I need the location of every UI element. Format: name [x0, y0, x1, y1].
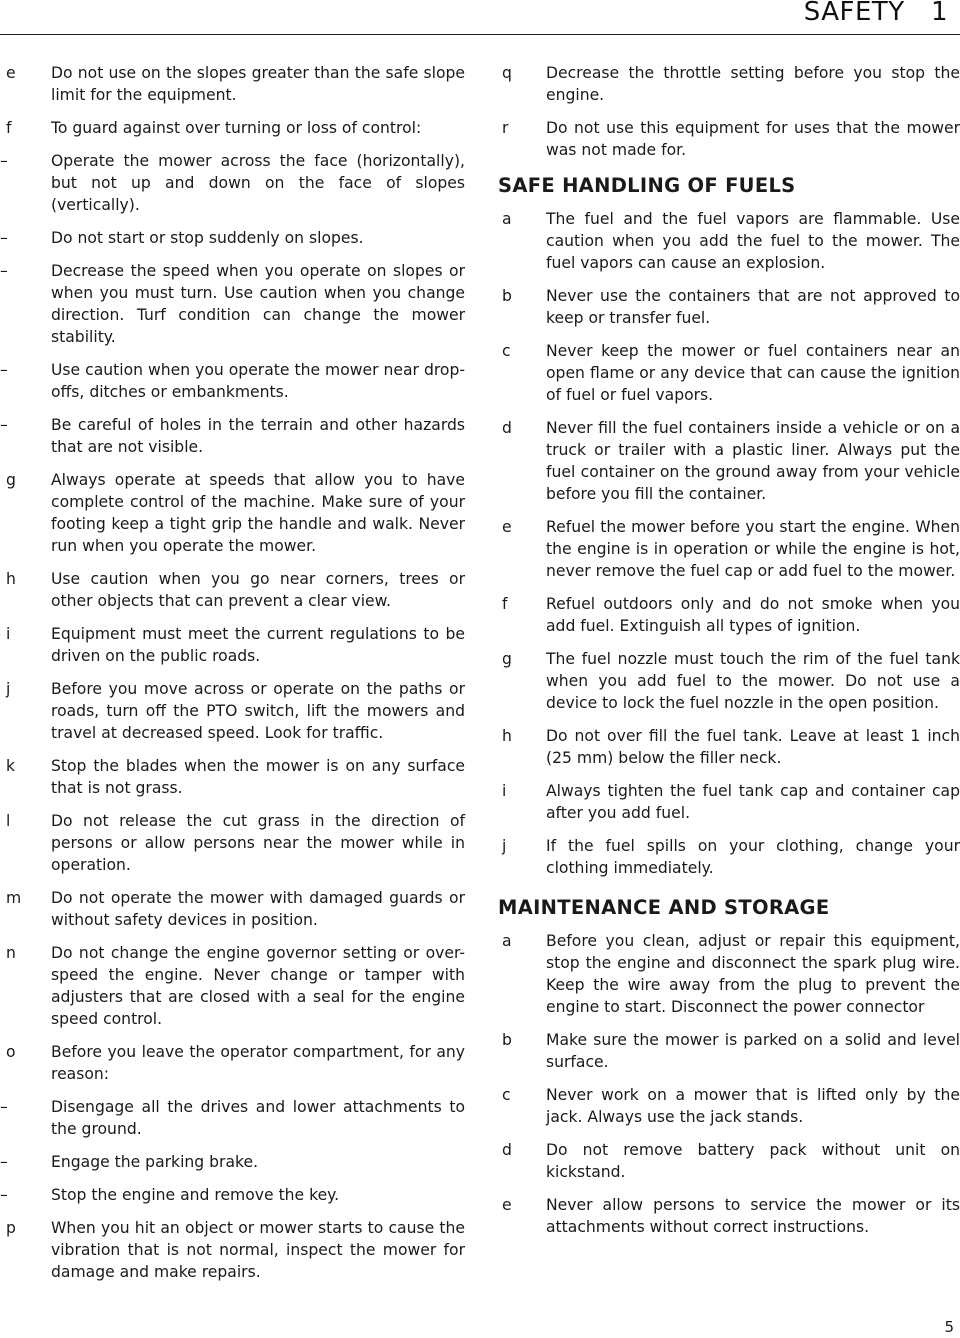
item-text: Stop the blades when the mower is on any surface that is not grass. [51, 757, 465, 797]
item-text: Never allow persons to service the mower or its attachments without correct instructions. [546, 1196, 960, 1236]
list-item [498, 340, 960, 406]
item-text: Use caution when you go near corners, trees or other objects that can prevent a clear view. [51, 570, 465, 610]
list-item [0, 1217, 465, 1283]
item-text: Decrease the speed when you operate on slopes or when you must turn. Use caution when you change direction. Turf condition can change the mower stability. [51, 262, 465, 346]
list-item [498, 1139, 960, 1183]
list-item [498, 516, 960, 582]
list-item [498, 725, 960, 769]
list-item [498, 62, 960, 106]
item-marker: r [502, 119, 509, 137]
item-text: Do not operate the mower with damaged guards or without safety devices in position. [51, 889, 465, 929]
item-text: Engage the parking brake. [51, 1153, 259, 1171]
section-title: SAFETY 1 [803, 0, 948, 27]
list-item [498, 208, 960, 274]
fuels-heading: SAFE HANDLING OF FUELS [498, 174, 796, 197]
page-header [0, 0, 960, 36]
item-text: Do not start or stop suddenly on slopes. [51, 229, 364, 247]
header-rule [0, 34, 960, 35]
right-column [498, 62, 960, 1249]
item-marker: – [0, 416, 8, 434]
item-text: Decrease the throttle setting before you stop the engine. [546, 64, 960, 104]
maintenance-list [498, 930, 960, 1249]
left-column [0, 62, 465, 1294]
item-marker: d [502, 419, 512, 437]
item-marker: – [0, 1098, 8, 1116]
list-item [498, 1194, 960, 1238]
list-item [0, 150, 465, 216]
fuels-list [498, 208, 960, 890]
item-text: Refuel the mower before you start the engine. When the engine is in operation or while the engine is hot, never remove the fuel cap or add fuel to the mower. [546, 518, 960, 580]
item-text: To guard against over turning or loss of control: [51, 119, 422, 137]
list-item [0, 1096, 465, 1140]
item-text: Do not remove battery pack without unit on kickstand. [546, 1141, 960, 1181]
list-item [498, 780, 960, 824]
item-marker: g [6, 471, 16, 489]
list-item [498, 1029, 960, 1073]
item-marker: f [502, 595, 508, 613]
item-marker: g [502, 650, 512, 668]
list-item [498, 593, 960, 637]
item-marker: l [6, 812, 11, 830]
item-marker: f [6, 119, 12, 137]
item-text: Do not over fill the fuel tank. Leave at least 1 inch (25 mm) below the filler neck. [546, 727, 960, 767]
item-text: Disengage all the drives and lower attachments to the ground. [51, 1098, 465, 1138]
item-text: Never use the containers that are not approved to keep or transfer fuel. [546, 287, 960, 327]
item-text: Never work on a mower that is lifted only by the jack. Always use the jack stands. [546, 1086, 960, 1126]
item-text: Always tighten the fuel tank cap and container cap after you add fuel. [546, 782, 960, 822]
item-text: Be careful of holes in the terrain and other hazards that are not visible. [51, 416, 465, 456]
item-text: Always operate at speeds that allow you to have complete control of the machine. Make sure of your footing keep a tight grip the handle and walk. Never run when you operate the mower. [51, 471, 465, 555]
list-item [0, 755, 465, 799]
item-marker: o [6, 1043, 16, 1061]
item-text: Operate the mower across the face (horizontally), but not up and down on the face of slopes (vertically). [51, 152, 465, 214]
list-item [0, 414, 465, 458]
item-marker: n [6, 944, 16, 962]
list-item [0, 568, 465, 612]
item-marker: k [6, 757, 16, 775]
item-text: The fuel and the fuel vapors are flammable. Use caution when you add the fuel to the mower. The fuel vapors can cause an explosion. [546, 210, 960, 272]
item-marker: q [502, 64, 512, 82]
item-text: Do not use this equipment for uses that the mower was not made for. [546, 119, 960, 159]
page-number: 5 [944, 1318, 954, 1336]
item-text: Do not change the engine governor setting or over-speed the engine. Never change or tamper with adjusters that are closed with a seal for the engine speed control. [51, 944, 465, 1028]
item-marker: j [502, 837, 507, 855]
list-item [498, 648, 960, 714]
list-item [498, 835, 960, 879]
list-item [498, 930, 960, 1018]
item-text: Use caution when you operate the mower near drop-offs, ditches or embankments. [51, 361, 465, 401]
right-top-list [498, 62, 960, 172]
item-text: When you hit an object or mower starts to cause the vibration that is not normal, inspect the mower for damage and make repairs. [51, 1219, 465, 1281]
list-item [0, 942, 465, 1030]
list-item [0, 887, 465, 931]
list-item [0, 1041, 465, 1085]
item-marker: – [0, 262, 8, 280]
item-text: If the fuel spills on your clothing, change your clothing immediately. [546, 837, 960, 877]
item-text: Never keep the mower or fuel containers near an open flame or any device that can cause the ignition of fuel or fuel vapors. [546, 342, 960, 404]
item-text: Before you clean, adjust or repair this equipment, stop the engine and disconnect the spark plug wire. Keep the wire away from the plug to prevent the engine to start. Disconnect the power connector [546, 932, 960, 1016]
list-item [498, 417, 960, 505]
item-marker: b [502, 1031, 512, 1049]
list-item [498, 117, 960, 161]
list-item [498, 285, 960, 329]
item-marker: c [502, 342, 511, 360]
item-marker: – [0, 152, 8, 170]
item-marker: h [502, 727, 512, 745]
item-marker: – [0, 361, 8, 379]
list-item [0, 1151, 465, 1173]
list-item [0, 117, 465, 139]
item-text: Stop the engine and remove the key. [51, 1186, 340, 1204]
item-marker: a [502, 932, 512, 950]
item-marker: – [0, 1186, 8, 1204]
item-marker: – [0, 229, 8, 247]
list-item [0, 810, 465, 876]
list-item [0, 260, 465, 348]
list-item [0, 623, 465, 667]
item-marker: p [6, 1219, 16, 1237]
list-item [0, 227, 465, 249]
item-text: Before you move across or operate on the paths or roads, turn off the PTO switch, lift the mowers and travel at decreased speed. Look for traffic. [51, 680, 465, 742]
list-item [0, 1184, 465, 1206]
list-item [0, 469, 465, 557]
item-marker: e [6, 64, 16, 82]
item-marker: b [502, 287, 512, 305]
list-item [0, 359, 465, 403]
item-marker: e [502, 1196, 512, 1214]
item-text: Never fill the fuel containers inside a vehicle or on a truck or trailer with a plastic liner. Always put the fuel container on the ground away from your vehicle before you fill the container. [546, 419, 960, 503]
item-text: Refuel outdoors only and do not smoke when you add fuel. Extinguish all types of ignition. [546, 595, 960, 635]
item-marker: h [6, 570, 16, 588]
item-text: Make sure the mower is parked on a solid and level surface. [546, 1031, 960, 1071]
item-marker: j [6, 680, 11, 698]
item-text: The fuel nozzle must touch the rim of the fuel tank when you add fuel to the mower. Do not use a device to lock the fuel nozzle in the open position. [546, 650, 960, 712]
item-marker: e [502, 518, 512, 536]
item-text: Do not release the cut grass in the direction of persons or allow persons near the mower while in operation. [51, 812, 465, 874]
item-marker: i [502, 782, 507, 800]
item-marker: i [6, 625, 11, 643]
list-item [0, 678, 465, 744]
item-text: Equipment must meet the current regulations to be driven on the public roads. [51, 625, 465, 665]
item-text: Do not use on the slopes greater than the safe slope limit for the equipment. [51, 64, 465, 104]
maintenance-heading: MAINTENANCE AND STORAGE [498, 896, 830, 919]
item-text: Before you leave the operator compartment, for any reason: [51, 1043, 465, 1083]
item-marker: a [502, 210, 512, 228]
item-marker: c [502, 1086, 511, 1104]
list-item [498, 1084, 960, 1128]
item-marker: – [0, 1153, 8, 1171]
item-marker: m [6, 889, 22, 907]
item-marker: d [502, 1141, 512, 1159]
list-item [0, 62, 465, 106]
